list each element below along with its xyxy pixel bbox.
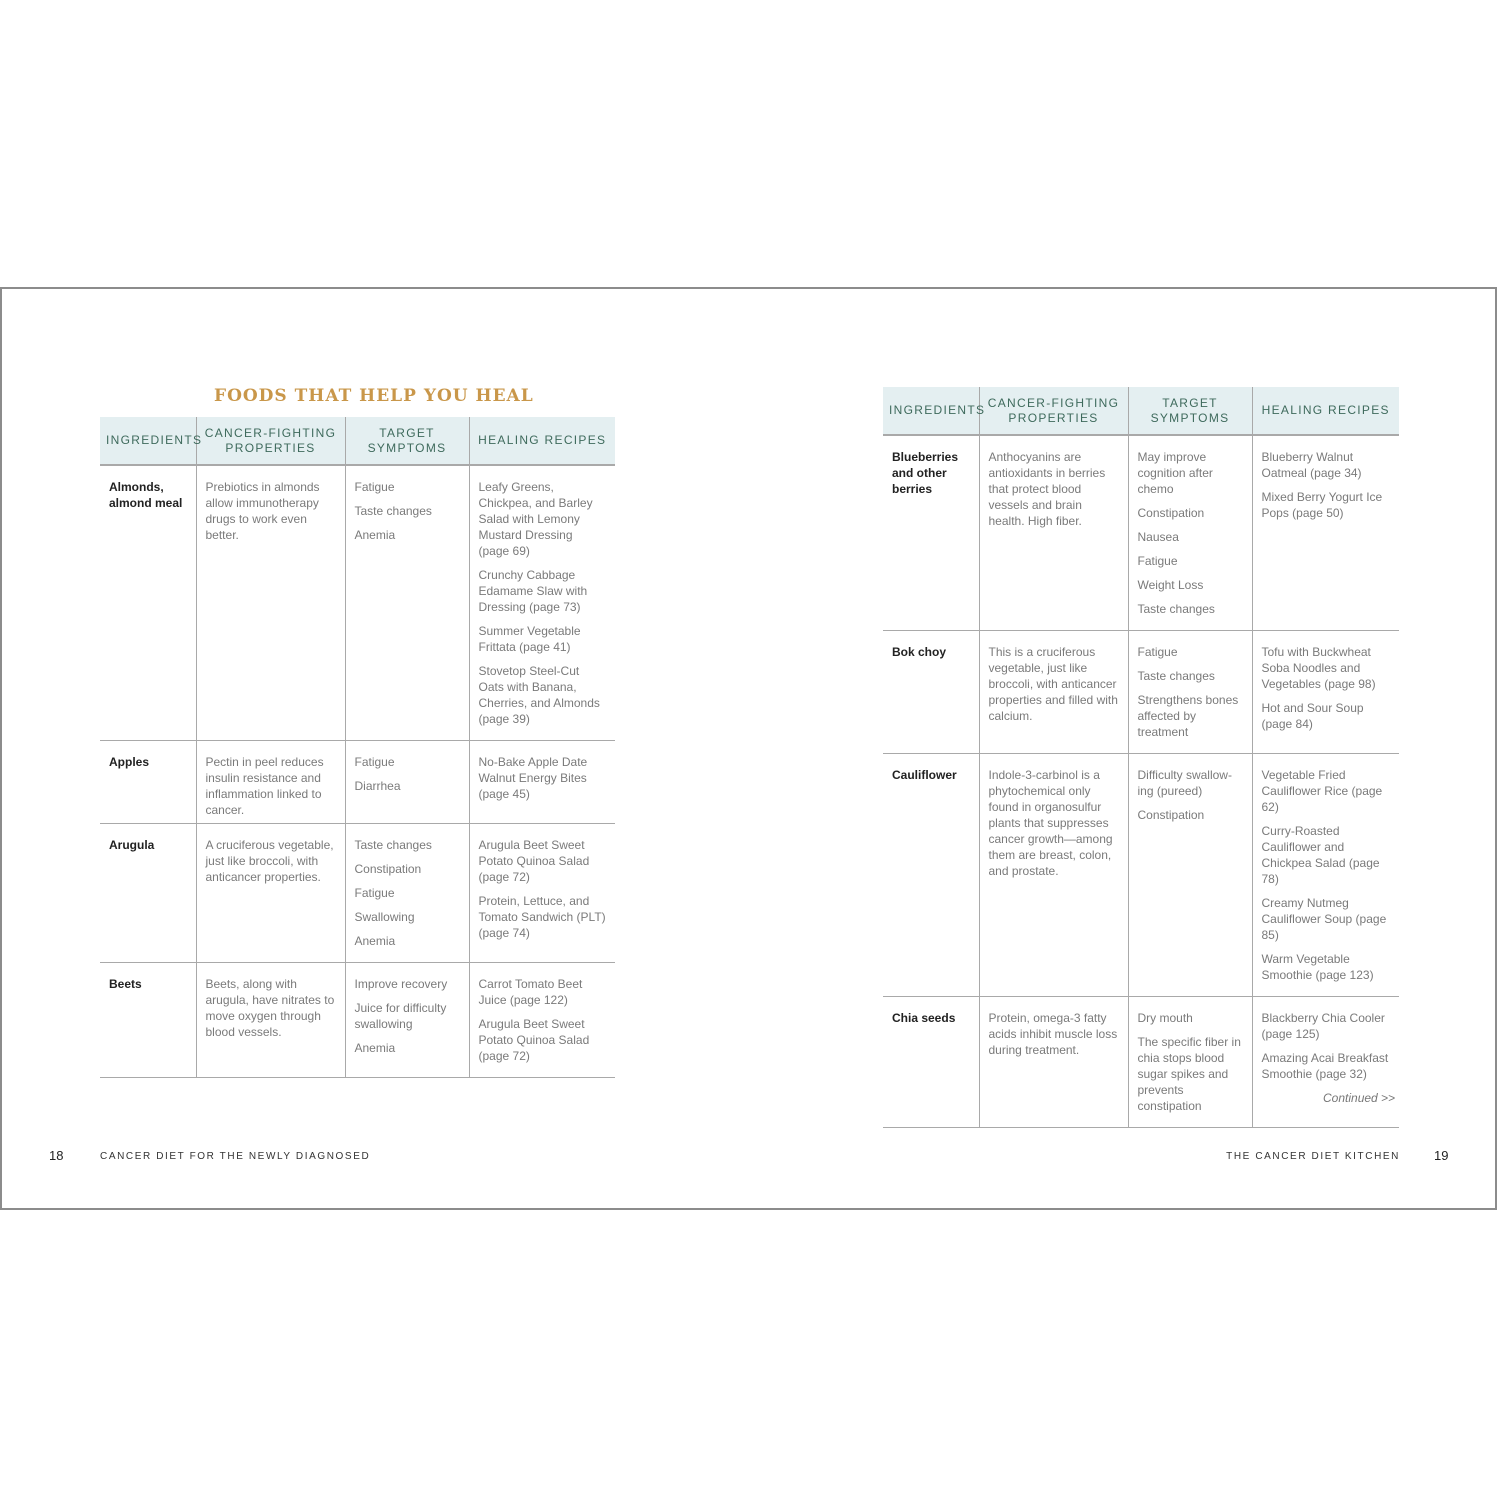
table-row (100, 465, 615, 741)
recipe-item: Vegetable Fried Cauliflower Rice (page 62) (1261, 768, 1383, 814)
recipes-cell (469, 824, 615, 963)
symptoms-cell (345, 963, 469, 1078)
right-foods-table (883, 387, 1399, 1128)
table-row (883, 631, 1399, 754)
symptoms-cell (1128, 997, 1252, 1128)
header-symptoms: TARGET SYMPTOMS (1128, 387, 1252, 435)
symptoms-cell (345, 824, 469, 963)
symptom-item: Fatigue (354, 755, 395, 769)
header-recipes: HEALING RECIPES (1252, 387, 1399, 435)
symptom-item: Anemia (354, 1041, 396, 1055)
symptom-item: Taste changes (1137, 602, 1215, 616)
header-ingredients: INGREDIENTS (100, 417, 196, 465)
symptoms-cell (345, 741, 469, 824)
symptom-item: The specific fiber in chia stops blood sugar spikes and prevents constipation (1137, 1035, 1241, 1113)
table-row (100, 741, 615, 824)
table-row (883, 754, 1399, 997)
recipes-cell (469, 465, 615, 741)
symptom-item: Fatigue (1137, 645, 1178, 659)
recipes-cell (1252, 997, 1399, 1128)
properties-cell: A cruciferous vegetable, just like broccoli, with anticancer properties. (196, 824, 345, 963)
properties-cell: Prebiotics in almonds allow immunotherapy drugs to work even better. (196, 465, 345, 741)
symptoms-cell (1128, 435, 1252, 631)
recipe-item: Arugula Beet Sweet Potato Quinoa Salad (page 72) (478, 838, 590, 884)
page-title: FOODS THAT HELP YOU HEAL (214, 386, 534, 406)
table-row (883, 435, 1399, 631)
ingredient-cell: Arugula (100, 824, 196, 963)
table-row (883, 997, 1399, 1128)
recipe-item: Tofu with Buckwheat Soba Noodles and Vegetables (page 98) (1261, 645, 1376, 691)
recipe-item: No-Bake Apple Date Walnut Energy Bites (page 45) (478, 755, 588, 801)
recipe-item: Blueberry Walnut Oatmeal (page 34) (1261, 450, 1362, 480)
recipe-item: Blackberry Chia Cooler (page 125) (1261, 1011, 1385, 1041)
recipes-cell (1252, 754, 1399, 997)
header-ingredients: INGREDIENTS (883, 387, 979, 435)
symptom-item: Constipation (354, 862, 422, 876)
symptom-item: Difficulty swallow-ing (pureed) (1137, 768, 1232, 798)
symptoms-cell (345, 465, 469, 741)
recipe-item: Creamy Nutmeg Cauliflower Soup (page 85) (1261, 896, 1387, 942)
ingredient-cell: Apples (100, 741, 196, 824)
ingredient-cell: Almonds, almond meal (100, 465, 196, 741)
recipe-item: Crunchy Cabbage Edamame Slaw with Dressing (page 73) (478, 568, 588, 614)
symptom-item: Constipation (1137, 506, 1205, 520)
table-row (100, 824, 615, 963)
properties-cell: Beets, along with arugula, have nitrates to move oxygen through blood vessels. (196, 963, 345, 1078)
symptom-item: Anemia (354, 934, 396, 948)
ingredient-cell: Chia seeds (883, 997, 979, 1128)
recipes-cell (469, 963, 615, 1078)
properties-cell: Pectin in peel reduces insulin resistance and inflammation linked to cancer. (196, 741, 345, 824)
ingredient-cell: Blueberries and other berries (883, 435, 979, 631)
symptom-item: Swallowing (354, 910, 415, 924)
recipe-item: Mixed Berry Yogurt Ice Pops (page 50) (1261, 490, 1383, 520)
recipes-cell (1252, 435, 1399, 631)
header-recipes: HEALING RECIPES (469, 417, 615, 465)
symptom-item: Taste changes (354, 504, 432, 518)
ingredient-cell: Beets (100, 963, 196, 1078)
right-page-number: 19 (1434, 1148, 1449, 1163)
recipe-item: Protein, Lettuce, and Tomato Sandwich (PLT) (page 74) (478, 894, 606, 940)
properties-cell: Anthocyanins are antioxidants in berries that protect blood vessels and brain health. High fiber. (979, 435, 1128, 631)
symptom-item: May improve cognition after chemo (1137, 450, 1213, 496)
symptoms-cell (1128, 754, 1252, 997)
properties-cell: This is a cruciferous vegetable, just like broccoli, with anticancer properties and filled with calcium. (979, 631, 1128, 754)
recipe-item: Carrot Tomato Beet Juice (page 122) (478, 977, 583, 1007)
symptom-item: Taste changes (1137, 669, 1215, 683)
recipe-item: Summer Vegetable Frittata (page 41) (478, 624, 581, 654)
recipe-item: Amazing Acai Breakfast Smoothie (page 32) (1261, 1051, 1389, 1081)
ingredient-cell: Bok choy (883, 631, 979, 754)
symptom-item: Fatigue (354, 886, 395, 900)
recipe-item: Leafy Greens, Chickpea, and Barley Salad with Lemony Mustard Dressing (page 69) (478, 480, 593, 558)
header-properties: CANCER-FIGHTING PROPERTIES (196, 417, 345, 465)
recipes-cell (1252, 631, 1399, 754)
symptom-item: Taste changes (354, 838, 432, 852)
properties-cell: Protein, omega-3 fatty acids inhibit muscle loss during treatment. (979, 997, 1128, 1128)
recipe-item: Hot and Sour Soup (page 84) (1261, 701, 1364, 731)
symptom-item: Strengthens bones affected by treatment (1137, 693, 1239, 739)
right-running-head: THE CANCER DIET KITCHEN (1226, 1151, 1400, 1162)
symptom-item: Nausea (1137, 530, 1179, 544)
symptom-item: Constipation (1137, 808, 1205, 822)
header-symptoms: TARGET SYMPTOMS (345, 417, 469, 465)
ingredient-cell: Cauliflower (883, 754, 979, 997)
symptom-item: Improve recovery (354, 977, 448, 991)
recipe-item: Stovetop Steel-Cut Oats with Banana, Cherries, and Almonds (page 39) (478, 664, 600, 726)
header-properties: CANCER-FIGHTING PROPERTIES (979, 387, 1128, 435)
symptom-item: Juice for difficulty swallowing (354, 1001, 447, 1031)
left-page-number: 18 (49, 1148, 64, 1163)
recipe-item: Warm Vegetable Smoothie (page 123) (1261, 952, 1374, 982)
recipes-cell (469, 741, 615, 824)
properties-cell: Indole-3-carbinol is a phytochemical only found in organosulfur plants that suppresses cancer growth—among them are breast, colon, and prostate. (979, 754, 1128, 997)
symptom-item: Anemia (354, 528, 396, 542)
symptoms-cell (1128, 631, 1252, 754)
left-foods-table (100, 417, 615, 1078)
symptom-item: Fatigue (354, 480, 395, 494)
recipe-item: Arugula Beet Sweet Potato Quinoa Salad (page 72) (478, 1017, 590, 1063)
symptom-item: Dry mouth (1137, 1011, 1193, 1025)
recipe-item: Curry-Roasted Cauliflower and Chickpea Salad (page 78) (1261, 824, 1380, 886)
continued-note: Continued >> (1323, 1091, 1396, 1105)
left-running-head: CANCER DIET FOR THE NEWLY DIAGNOSED (100, 1151, 371, 1162)
symptom-item: Fatigue (1137, 554, 1178, 568)
symptom-item: Weight Loss (1137, 578, 1204, 592)
table-row (100, 963, 615, 1078)
symptom-item: Diarrhea (354, 779, 401, 793)
